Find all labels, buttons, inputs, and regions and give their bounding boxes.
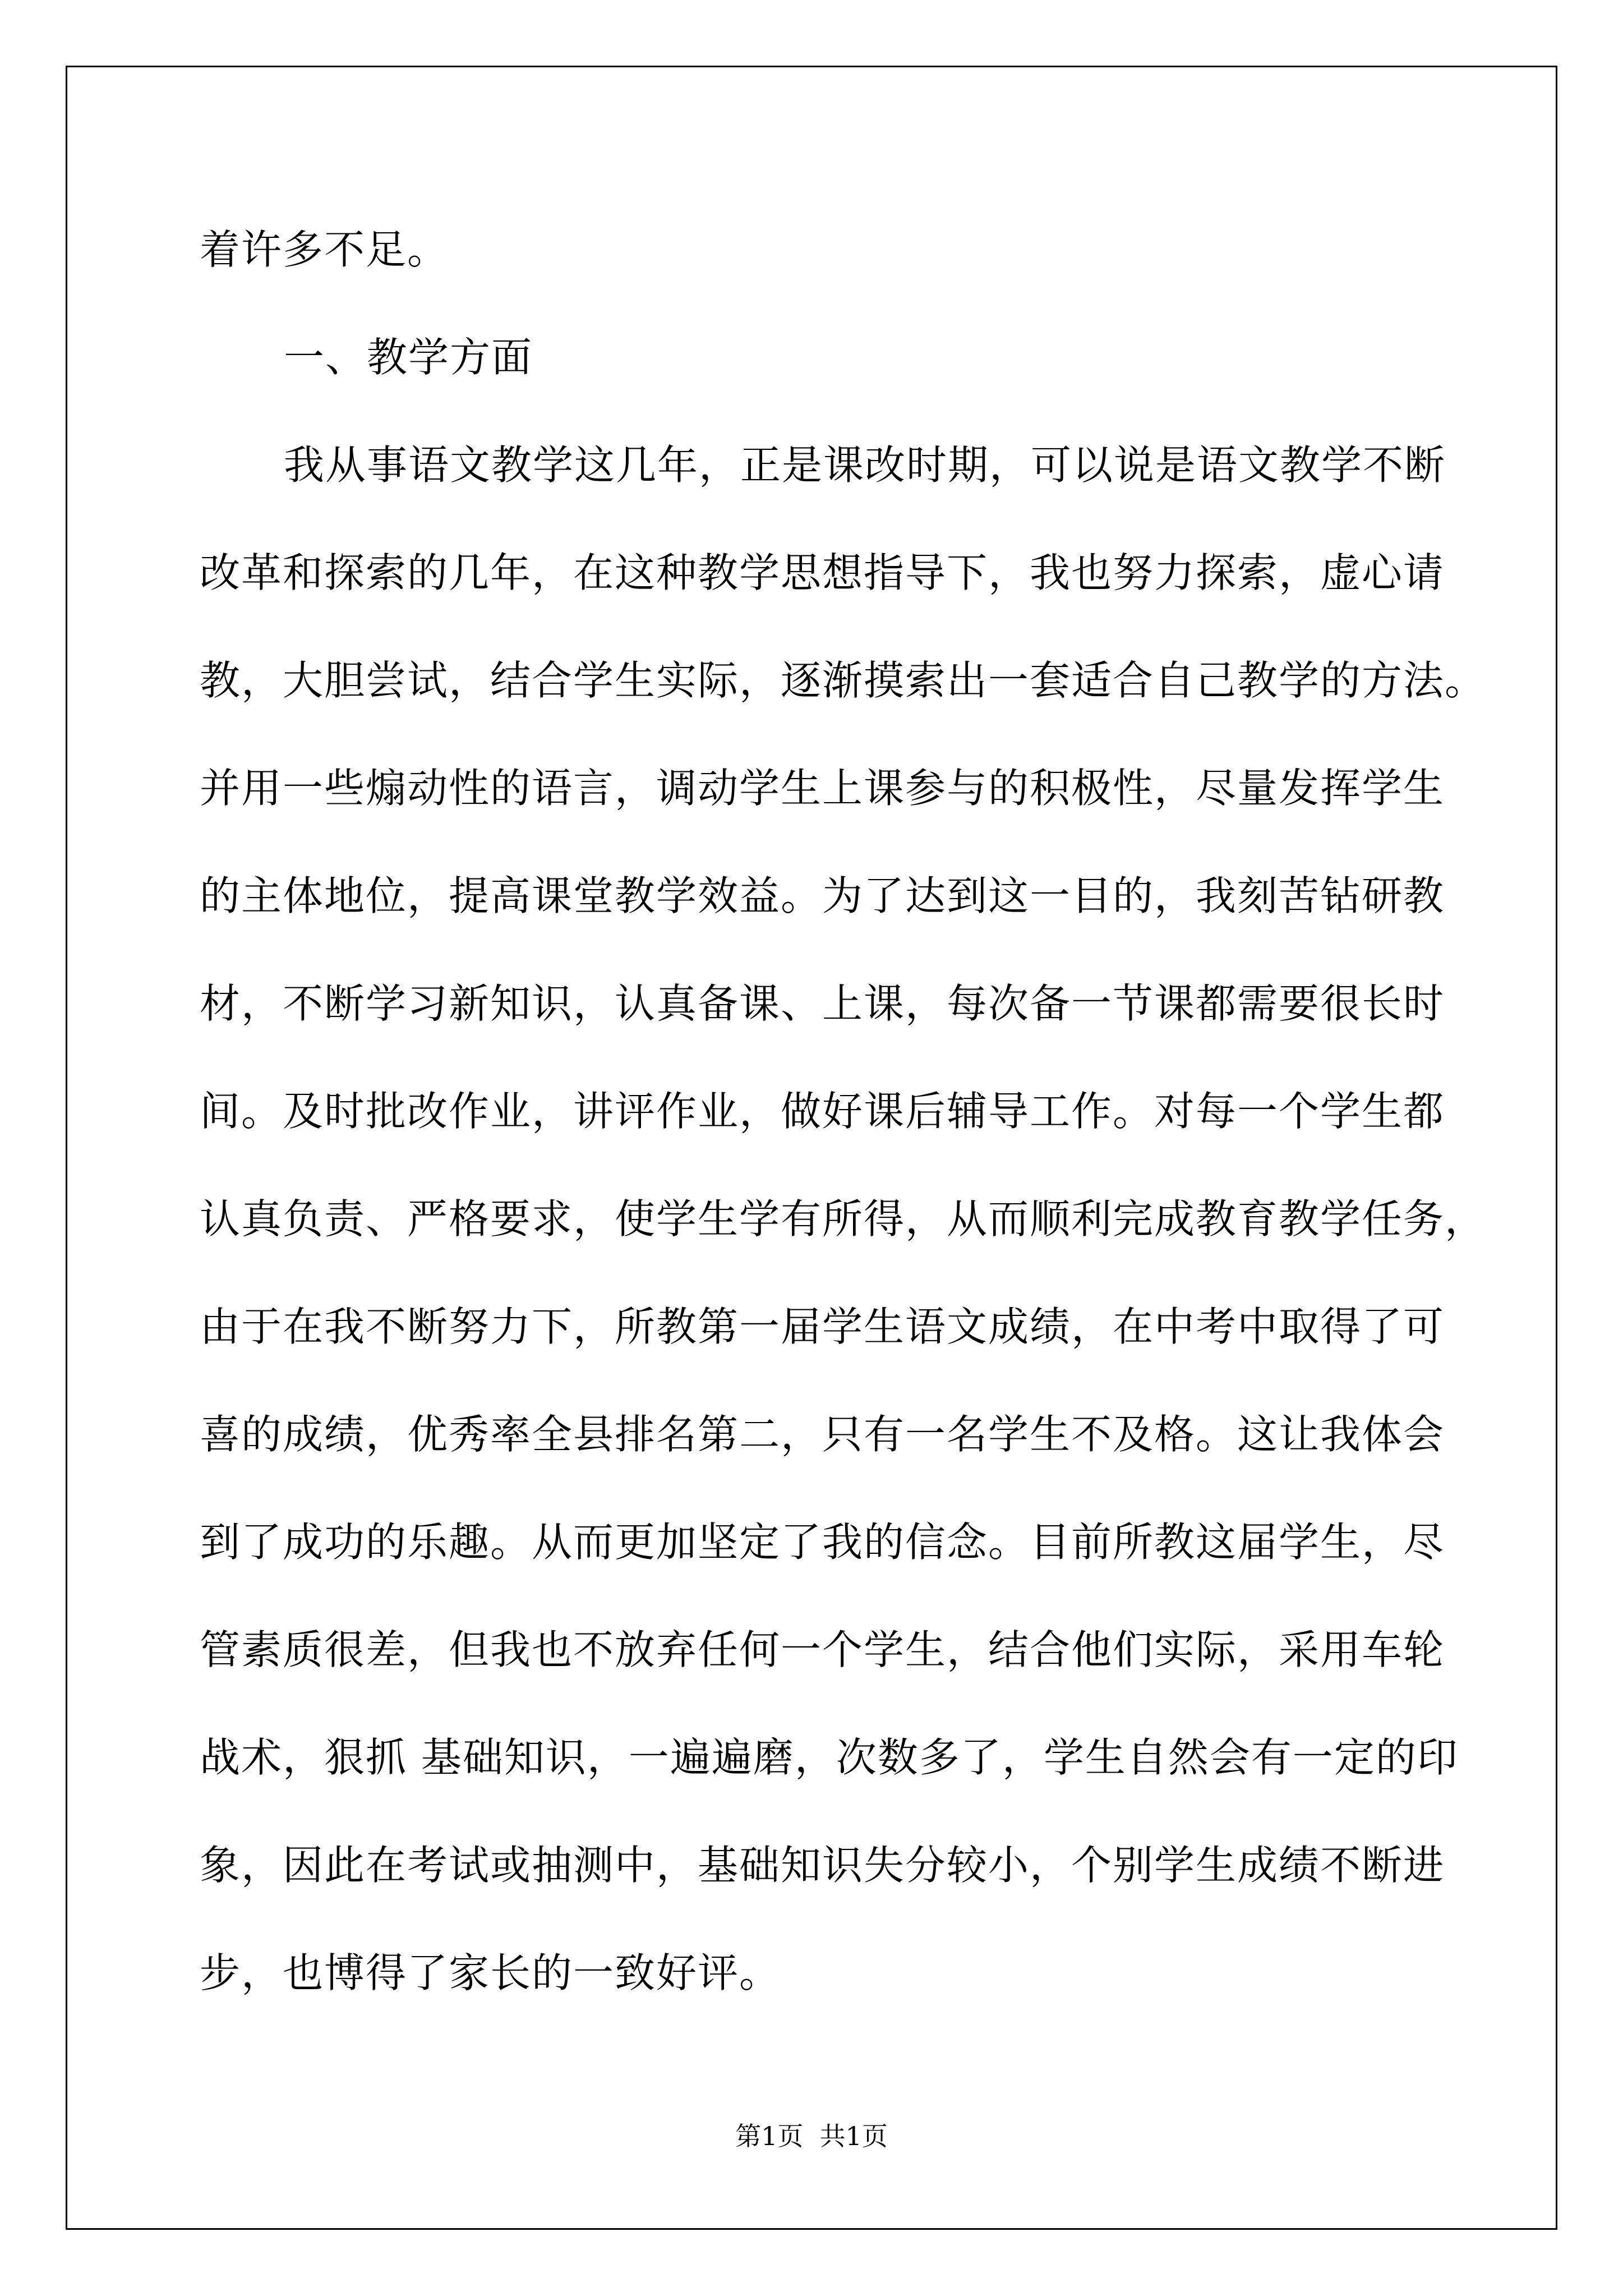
text-line-10: 认真负责、严格要求，使学生学有所得，从而顺利完成教育教学任务， xyxy=(200,1195,1487,1243)
text-line-8: 材，不断学习新知识，认真备课、上课，每次备一节课都需要很长时 xyxy=(200,980,1445,1027)
text-line-13: 到了成功的乐趣。从而更加坚定了我的信念。目前所教这届学生，尽 xyxy=(200,1519,1445,1566)
text-line-6: 并用一些煽动性的语言，调动学生上课参与的积极性，尽量发挥学生 xyxy=(200,765,1445,812)
text-line-9: 间。及时批改作业，讲评作业，做好课后辅导工作。对每一个学生都 xyxy=(200,1088,1445,1135)
section-heading: 一、教学方面 xyxy=(284,334,533,381)
text-line-7: 的主体地位，提高课堂教学效益。为了达到这一目的，我刻苦钻研教 xyxy=(200,872,1445,919)
page-number-footer: 第1页 共1页 xyxy=(735,2121,888,2151)
text-line-1: 着许多不足。 xyxy=(200,226,449,273)
text-line-14: 管素质很差，但我也不放弃任何一个学生，结合他们实际，采用车轮 xyxy=(200,1626,1445,1673)
text-line-3: 我从事语文教学这几年，正是课改时期，可以说是语文教学不断 xyxy=(284,441,1446,489)
text-line-4: 改革和探索的几年，在这种教学思想指导下，我也努力探索，虚心请 xyxy=(200,549,1445,596)
text-line-16: 象，因此在考试或抽测中，基础知识失分较小，个别学生成绩不断进 xyxy=(200,1842,1445,1889)
text-line-11: 由于在我不断努力下，所教第一届学生语文成绩，在中考中取得了可 xyxy=(200,1303,1445,1350)
text-line-15: 战术，狠抓 基础知识，一遍遍磨，次数多了，学生自然会有一定的印 xyxy=(200,1734,1459,1781)
text-line-12: 喜的成绩，优秀率全县排名第二，只有一名学生不及格。这让我体会 xyxy=(200,1411,1445,1458)
page-border xyxy=(66,66,1557,2230)
text-line-5: 教，大胆尝试，结合学生实际，逐渐摸索出一套适合自己教学的方法。 xyxy=(200,657,1487,704)
text-line-17: 步，也博得了家长的一致好评。 xyxy=(200,1949,781,1996)
